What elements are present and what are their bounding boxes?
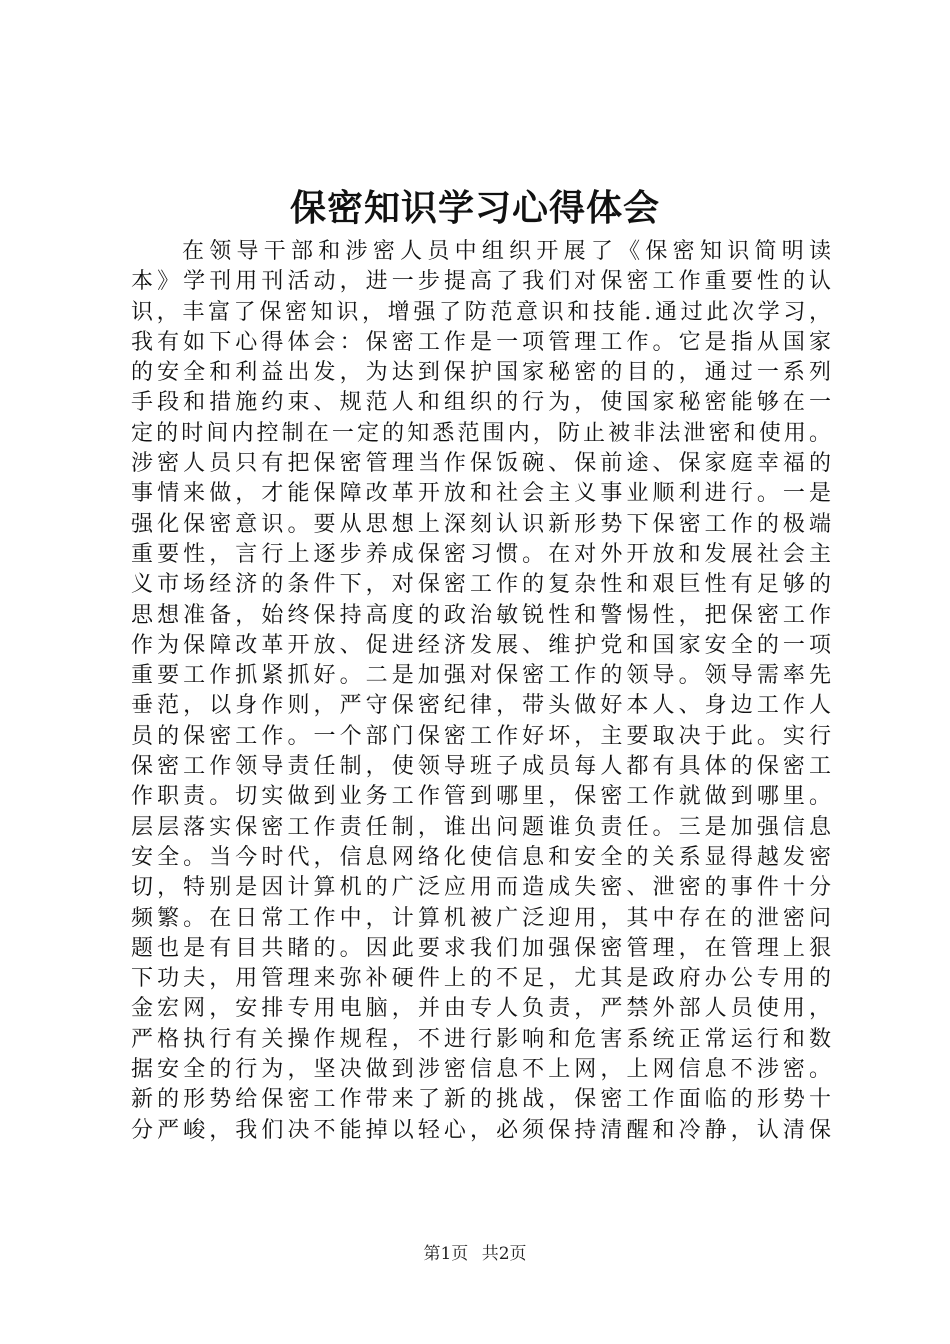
body-line: 作为保障改革开放、促进经济发展、维护党和国家安全的一项 (131, 632, 831, 658)
body-line: 垂范，以身作则，严守保密纪律，带头做好本人、身边工作人 (131, 693, 831, 719)
body-line: 强化保密意识。要从思想上深刻认识新形势下保密工作的极端 (131, 511, 831, 537)
body-line: 据安全的行为，坚决做到涉密信息不上网，上网信息不涉密。 (131, 1057, 831, 1083)
body-line: 安全。当今时代，信息网络化使信息和安全的关系显得越发密 (131, 844, 831, 870)
body-line: 识，丰富了保密知识，增强了防范意识和技能.通过此次学习， (131, 299, 831, 325)
body-line: 定的时间内控制在一定的知悉范围内，防止被非法泄密和使用。 (131, 420, 831, 446)
body-line: 频繁。在日常工作中，计算机被广泛迎用，其中存在的泄密问 (131, 905, 831, 931)
body-line: 在领导干部和涉密人员中组织开展了《保密知识简明读 (182, 239, 831, 264)
body-line: 严格执行有关操作规程，不进行影响和危害系统正常运行和数 (131, 1026, 831, 1052)
body-line: 重要工作抓紧抓好。二是加强对保密工作的领导。领导需率先 (131, 663, 831, 689)
body-line: 保密工作领导责任制，使领导班子成员每人都有具体的保密工 (131, 754, 831, 780)
body-line: 我有如下心得体会：保密工作是一项管理工作。它是指从国家 (131, 329, 831, 355)
body-line: 义市场经济的条件下，对保密工作的复杂性和艰巨性有足够的 (131, 572, 831, 598)
body-line: 思想准备，始终保持高度的政治敏锐性和警惕性，把保密工作 (131, 602, 831, 628)
document-title: 保密知识学习心得体会 (289, 187, 660, 229)
page-number: 第1页 (423, 1244, 469, 1264)
page-total: 共2页 (481, 1244, 527, 1264)
body-line: 手段和措施约束、规范人和组织的行为，使国家秘密能够在一 (131, 390, 831, 416)
body-line: 作职责。切实做到业务工作管到哪里，保密工作就做到哪里。 (131, 784, 831, 810)
document-body (131, 237, 831, 1146)
body-line: 新的形势给保密工作带来了新的挑战，保密工作面临的形势十 (131, 1087, 831, 1113)
body-line: 层层落实保密工作责任制，谁出问题谁负责任。三是加强信息 (131, 814, 831, 840)
body-line: 员的保密工作。一个部门保密工作好坏，主要取决于此。实行 (131, 723, 831, 749)
page-footer (0, 1242, 950, 1266)
body-line: 下功夫，用管理来弥补硬件上的不足，尤其是政府办公专用的 (131, 966, 831, 992)
body-line: 分严峻，我们决不能掉以轻心，必须保持清醒和冷静，认清保 (131, 1117, 831, 1143)
body-line: 涉密人员只有把保密管理当作保饭碗、保前途、保家庭幸福的 (131, 451, 831, 477)
body-line: 切，特别是因计算机的广泛应用而造成失密、泄密的事件十分 (131, 875, 831, 901)
body-line: 题也是有目共睹的。因此要求我们加强保密管理，在管理上狠 (131, 935, 831, 961)
body-line: 本》学刊用刊活动，进一步提高了我们对保密工作重要性的认 (131, 269, 831, 295)
body-line: 金宏网，安排专用电脑，并由专人负责，严禁外部人员使用， (131, 996, 831, 1022)
body-line: 的安全和利益出发，为达到保护国家秘密的目的，通过一系列 (131, 360, 831, 386)
body-line: 事情来做，才能保障改革开放和社会主义事业顺利进行。一是 (131, 481, 831, 507)
body-line: 重要性，言行上逐步养成保密习惯。在对外开放和发展社会主 (131, 541, 831, 567)
